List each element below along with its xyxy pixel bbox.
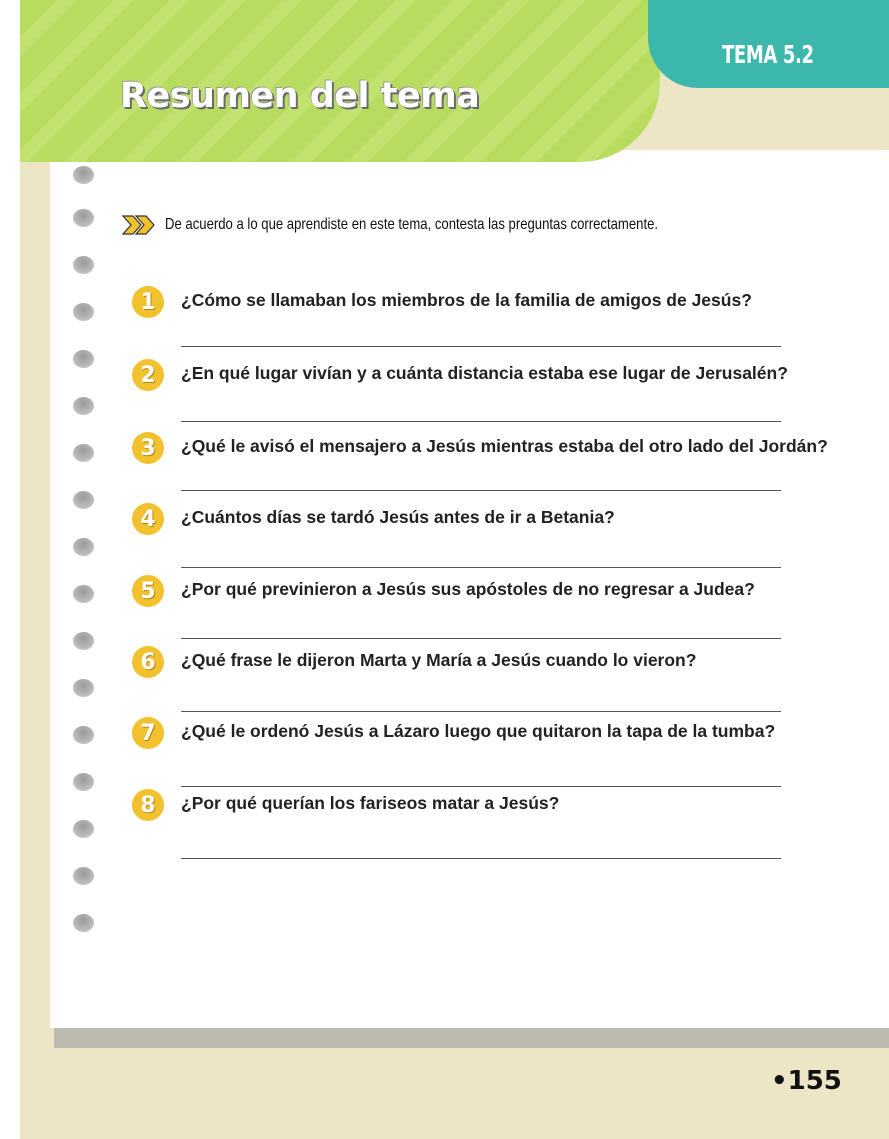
binder-holes — [73, 0, 95, 1139]
binder-hole — [73, 444, 94, 462]
page-number: •155 — [771, 1066, 842, 1096]
double-arrow-icon — [121, 213, 157, 237]
question-number: 4 — [132, 503, 164, 535]
binder-hole — [73, 914, 94, 932]
question-text: ¿Por qué querían los fariseos matar a Jesús? — [181, 793, 560, 813]
question-text: ¿En qué lugar vivían y a cuánta distancia estaba ese lugar de Jerusalén? — [181, 363, 788, 383]
binder-hole — [73, 820, 94, 838]
binder-hole — [73, 303, 94, 321]
question-number: 2 — [132, 359, 164, 391]
binder-hole — [73, 209, 94, 227]
question-text: ¿Qué frase le dijeron Marta y María a Jesús cuando lo vieron? — [181, 650, 697, 670]
answer-line[interactable] — [181, 421, 781, 422]
question-number: 3 — [132, 432, 164, 464]
answer-line[interactable] — [181, 490, 781, 491]
question-text: ¿Por qué previnieron a Jesús sus apóstoles de no regresar a Judea? — [181, 579, 755, 599]
binder-hole — [73, 585, 94, 603]
question-number: 5 — [132, 575, 164, 607]
question-text: ¿Cómo se llamaban los miembros de la familia de amigos de Jesús? — [181, 290, 752, 310]
answer-line[interactable] — [181, 346, 781, 347]
answer-line[interactable] — [181, 786, 781, 787]
notepad-shadow — [54, 1028, 889, 1048]
binder-hole — [73, 166, 94, 184]
question-number: 1 — [132, 286, 164, 318]
tema-label: TEMA 5.2 — [722, 40, 814, 69]
question-text: ¿Qué le ordenó Jesús a Lázaro luego que quitaron la tapa de la tumba? — [181, 721, 776, 741]
question-number: 8 — [132, 789, 164, 821]
page-title: Resumen del tema — [120, 76, 480, 116]
binder-hole — [73, 679, 94, 697]
binder-hole — [73, 632, 94, 650]
binder-hole — [73, 867, 94, 885]
binder-hole — [73, 397, 94, 415]
binder-hole — [73, 350, 94, 368]
question-text: ¿Cuántos días se tardó Jesús antes de ir a Betania? — [181, 507, 615, 527]
question-number: 6 — [132, 646, 164, 678]
question-number: 7 — [132, 717, 164, 749]
binder-hole — [73, 538, 94, 556]
binder-hole — [73, 773, 94, 791]
binder-hole — [73, 726, 94, 744]
instruction-text: De acuerdo a lo que aprendiste en este tema, contesta las preguntas correctamente. — [165, 216, 659, 233]
question-text: ¿Qué le avisó el mensajero a Jesús mientras estaba del otro lado del Jordán? — [181, 436, 828, 456]
binder-hole — [73, 491, 94, 509]
answer-line[interactable] — [181, 638, 781, 639]
instruction — [121, 213, 766, 237]
answer-line[interactable] — [181, 567, 781, 568]
answer-line[interactable] — [181, 711, 781, 712]
answer-line[interactable] — [181, 858, 781, 859]
binder-hole — [73, 256, 94, 274]
